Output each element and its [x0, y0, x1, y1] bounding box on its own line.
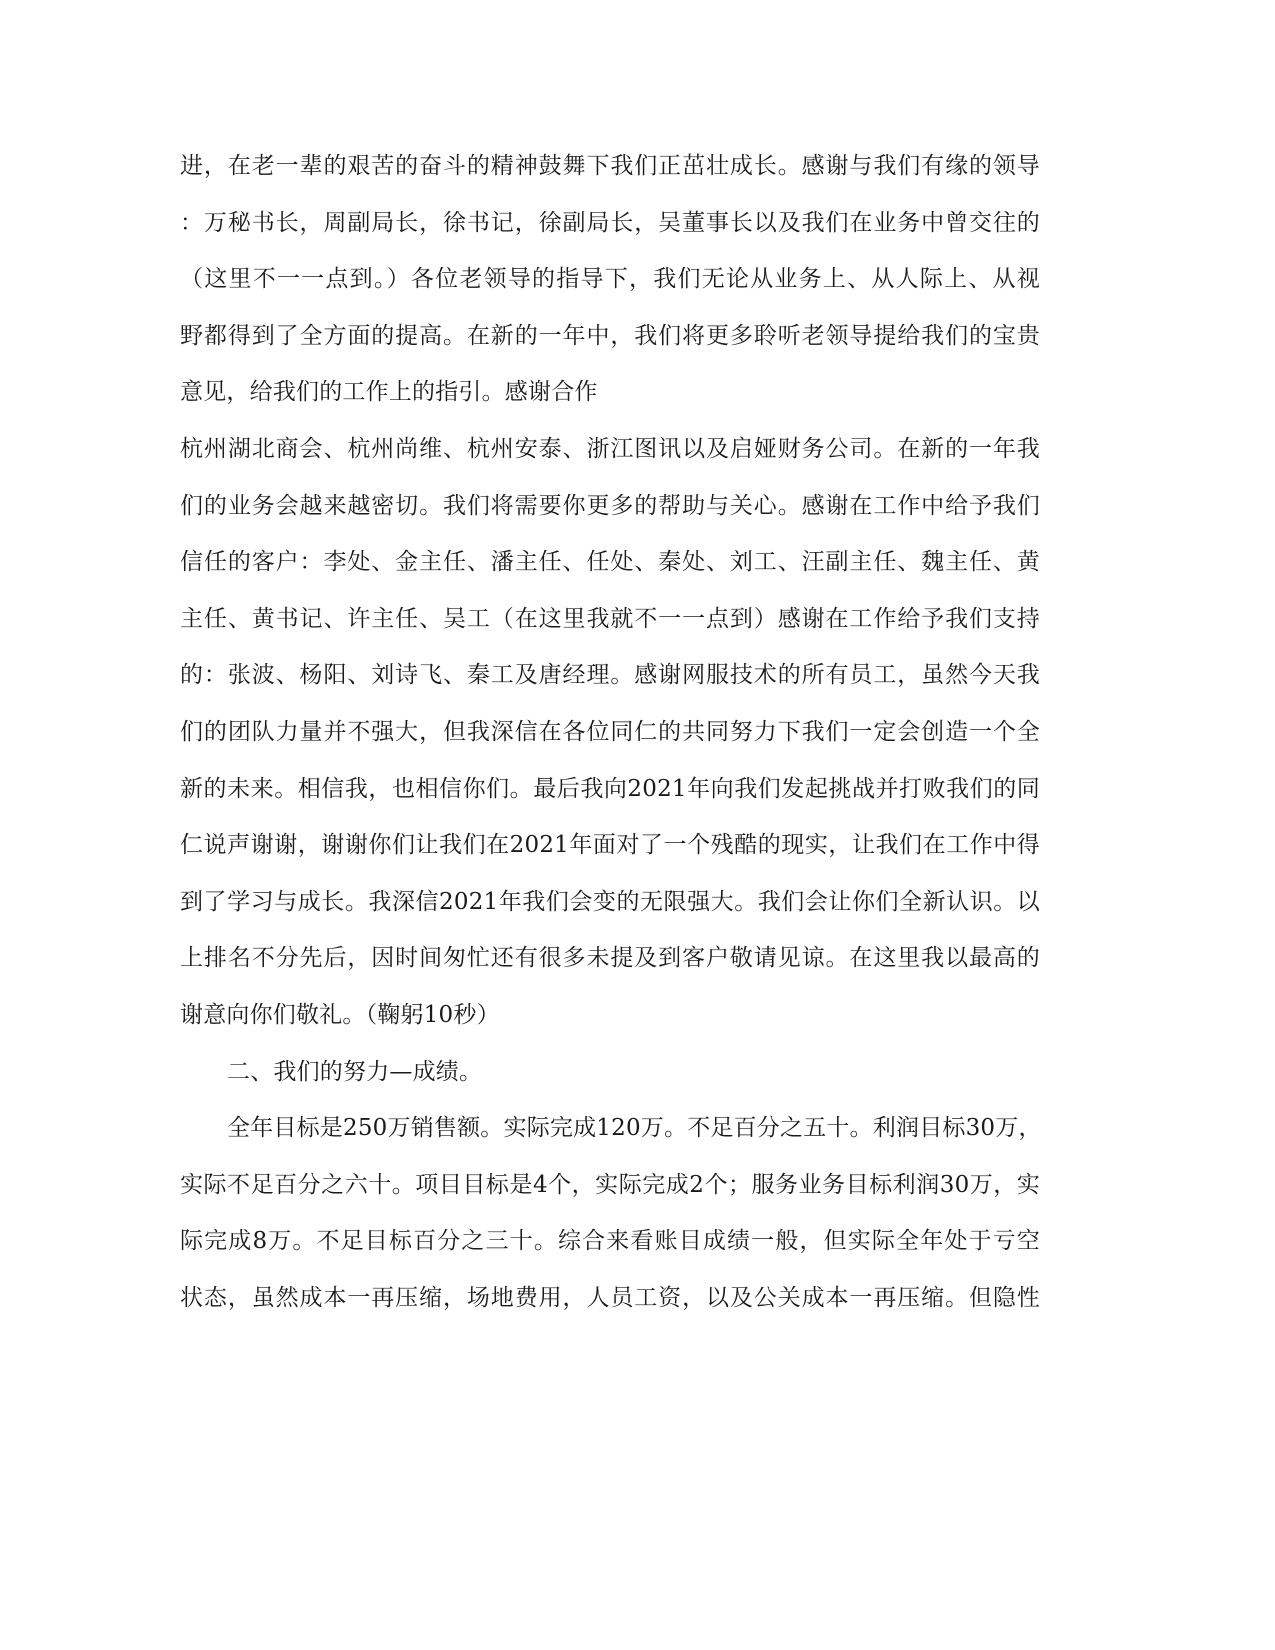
paragraph-line: 上排名不分先后，因时间匆忙还有很多未提及到客户敬请见谅。在这里我以最高的	[180, 945, 1040, 972]
paragraph-line: 仁说声谢谢，谢谢你们让我们在2021年面对了一个残酷的现实，让我们在工作中得	[180, 832, 1040, 859]
paragraph-line: 进，在老一辈的艰苦的奋斗的精神鼓舞下我们正茁壮成长。感谢与我们有缘的领导	[180, 153, 1040, 179]
paragraph-line: 杭州湖北商会、杭州尚维、杭州安泰、浙江图讯以及启娅财务公司。在新的一年我	[180, 435, 1040, 462]
paragraph-line: 到了学习与成长。我深信2021年我们会变的无限强大。我们会让你们全新认识。以	[180, 888, 1040, 915]
section-heading: 二、我们的努力—成绩。	[227, 1058, 483, 1085]
paragraph-line: 实际不足百分之六十。项目目标是4个，实际完成2个；服务业务目标利润30万，实	[180, 1171, 1040, 1198]
paragraph-line: 意见，给我们的工作上的指引。感谢合作	[180, 379, 598, 406]
paragraph-line: 新的未来。相信我，也相信你们。最后我向2021年向我们发起挑战并打败我们的同	[180, 775, 1040, 802]
paragraph-line: 状态，虽然成本一再压缩，场地费用，人员工资，以及公关成本一再压缩。但隐性	[180, 1284, 1040, 1311]
paragraph-line: （这里不一一点到。）各位老领导的指导下，我们无论从业务上、从人际上、从视	[180, 266, 1040, 293]
paragraph-line: 的：张波、杨阳、刘诗飞、秦工及唐经理。感谢网服技术的所有员工，虽然今天我	[180, 662, 1040, 689]
paragraph-line: 全年目标是250万销售额。实际完成120万。不足百分之五十。利润目标30万，	[227, 1115, 1042, 1142]
paragraph-line: 们的业务会越来越密切。我们将需要你更多的帮助与关心。感谢在工作中给予我们	[180, 492, 1040, 519]
paragraph-line: 谢意向你们敬礼。（鞠躬10秒）	[180, 1001, 500, 1028]
paragraph-line: 们的团队力量并不强大，但我深信在各位同仁的共同努力下我们一定会创造一个全	[180, 718, 1040, 745]
paragraph-line: 主任、黄书记、许主任、吴工（在这里我就不一一点到）感谢在工作给予我们支持	[180, 605, 1040, 632]
paragraph-line: 际完成8万。不足目标百分之三十。综合来看账目成绩一般，但实际全年处于亏空	[180, 1228, 1040, 1255]
paragraph-line: 信任的客户：李处、金主任、潘主任、任处、秦处、刘工、汪副主任、魏主任、黄	[180, 549, 1040, 576]
body-text	[180, 138, 1040, 1326]
paragraph-line: ：万秘书长，周副局长，徐书记，徐副局长，吴董事长以及我们在业务中曾交往的	[180, 209, 1040, 236]
paragraph-line: 野都得到了全方面的提高。在新的一年中，我们将更多聆听老领导提给我们的宝贵	[180, 322, 1040, 349]
